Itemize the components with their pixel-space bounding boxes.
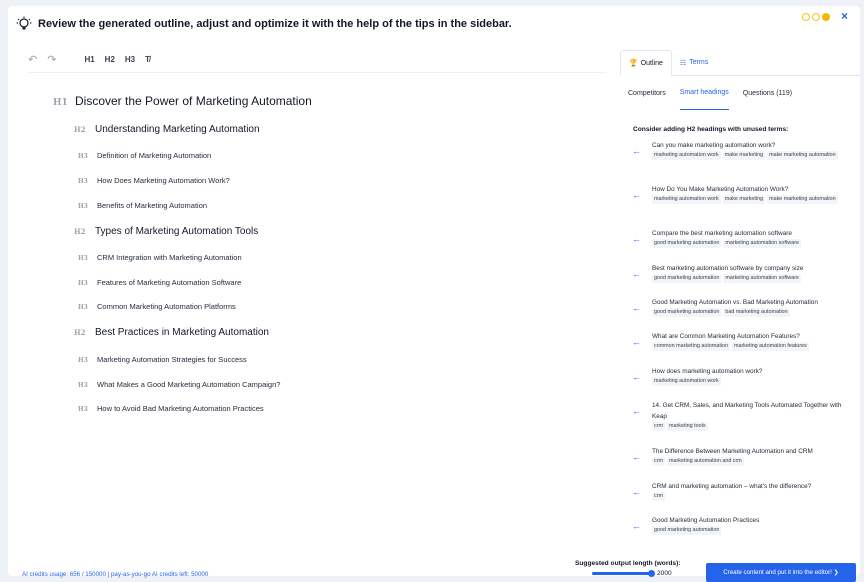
length-slider[interactable]	[592, 572, 652, 575]
insert-arrow-icon[interactable]: ←	[632, 521, 641, 531]
term-tags	[652, 422, 852, 431]
heading-level-label: H3	[78, 280, 88, 287]
heading-text[interactable]: Understanding Marketing Automation	[95, 124, 260, 135]
term-tag: crm	[654, 423, 663, 429]
term-tags	[652, 342, 852, 351]
insert-arrow-icon[interactable]: ←	[632, 452, 641, 462]
heading-text[interactable]: Types of Marketing Automation Tools	[95, 226, 259, 237]
term-tags	[652, 308, 852, 317]
h2-button[interactable]: H2	[104, 54, 115, 64]
heading-level-label: H2	[74, 227, 86, 236]
outline-h3-item[interactable]	[78, 355, 247, 364]
outline-h3-item[interactable]	[78, 380, 280, 389]
progress-dot-active	[822, 13, 830, 21]
suggestion-heading: How Do You Make Marketing Automation Work?	[652, 186, 789, 193]
outline-h2-item[interactable]	[74, 226, 258, 237]
term-tag: good marketing automation	[654, 240, 720, 246]
suggestion-heading: CRM and marketing automation – what's the difference?	[652, 483, 812, 490]
heading-text[interactable]: Common Marketing Automation Platforms	[97, 302, 236, 311]
clear-format-icon[interactable]: T̸	[145, 54, 151, 64]
outline-h3-item[interactable]	[78, 404, 264, 413]
heading-level-label: H3	[78, 153, 88, 160]
suggestion-heading: The Difference Between Marketing Automation and CRM	[652, 448, 813, 455]
modal-title: Review the generated outline, adjust and optimize it with the help of the tips in the sidebar.	[38, 18, 512, 30]
tab-label: Terms	[689, 59, 709, 66]
suggestion-heading: 14. Get CRM, Sales, and Marketing Tools Automated Together with Keap	[652, 402, 842, 420]
tab-terms[interactable]	[672, 50, 716, 75]
heading-level-label: H3	[78, 255, 88, 262]
heading-level-label: H3	[78, 304, 88, 311]
heading-level-label: H2	[74, 125, 86, 134]
term-tag: good marketing automation	[654, 309, 720, 315]
outline-review-modal	[8, 6, 860, 576]
term-tag: make marketing automation	[769, 152, 836, 158]
editor-toolbar	[28, 50, 150, 68]
tab-outline[interactable]	[620, 50, 672, 76]
sidebar-tabs	[620, 50, 860, 76]
heading-level-label: H1	[53, 98, 68, 108]
heading-text[interactable]: Definition of Marketing Automation	[97, 151, 212, 160]
modal-header	[16, 12, 512, 36]
outline-h3-item[interactable]	[78, 253, 242, 262]
heading-level-label: H3	[78, 382, 88, 389]
term-tag: crm	[654, 493, 663, 499]
suggestions-title: Consider adding H2 headings with unused terms:	[633, 126, 789, 133]
heading-text[interactable]: Features of Marketing Automation Software	[97, 278, 242, 287]
term-tags	[652, 457, 852, 466]
insert-arrow-icon[interactable]: ←	[632, 234, 641, 244]
term-tags	[652, 151, 852, 160]
outline-h3-item[interactable]	[78, 176, 230, 185]
heading-text[interactable]: Best Practices in Marketing Automation	[95, 327, 269, 338]
insert-arrow-icon[interactable]: ←	[632, 337, 641, 347]
progress-dot	[812, 13, 820, 21]
term-tag: marketing automation work	[654, 378, 719, 384]
outline-h3-item[interactable]	[78, 278, 241, 287]
outline-h2-item[interactable]	[74, 124, 260, 135]
outline-h3-item[interactable]	[78, 302, 236, 311]
suggestion-heading: Best marketing automation software by company size	[652, 265, 804, 272]
term-tag: marketing automation work	[654, 152, 719, 158]
redo-icon[interactable]: ↷	[47, 53, 57, 66]
length-value: 2000	[657, 570, 672, 577]
outline-h3-item[interactable]	[78, 151, 211, 160]
term-tag: crm	[654, 458, 663, 464]
term-tag: make marketing	[724, 196, 764, 202]
term-tag: marketing automation features	[734, 343, 807, 349]
outline-h3-item[interactable]	[78, 201, 207, 210]
heading-text[interactable]: How to Avoid Bad Marketing Automation Practices	[97, 404, 264, 413]
subtab-competitors[interactable]: Competitors	[628, 89, 666, 97]
progress-dot	[802, 13, 810, 21]
lightbulb-icon	[16, 16, 32, 32]
term-tag: make marketing automation	[769, 196, 836, 202]
term-tags	[652, 239, 852, 248]
term-tag: marketing automation software	[725, 240, 800, 246]
term-tags	[652, 526, 852, 535]
insert-arrow-icon[interactable]: ←	[632, 406, 641, 416]
term-tags	[652, 492, 852, 501]
suggestion-heading: What are Common Marketing Automation Features?	[652, 333, 800, 340]
term-tags	[652, 195, 852, 204]
heading-text[interactable]: How Does Marketing Automation Work?	[97, 176, 230, 185]
sidebar	[620, 50, 860, 550]
suggestion-heading: Can you make marketing automation work?	[652, 142, 776, 149]
credits-usage: AI credits usage: 656 / 150000 | pay-as-you-go AI credits left: 50000	[22, 571, 209, 578]
heading-text[interactable]: What Makes a Good Marketing Automation Campaign?	[97, 380, 281, 389]
close-icon[interactable]: ×	[840, 9, 848, 23]
undo-icon[interactable]: ↶	[28, 53, 38, 66]
suggestion-heading: Good Marketing Automation vs. Bad Marketing Automation	[652, 299, 818, 306]
term-tag: bad marketing automation	[725, 309, 788, 315]
insert-arrow-icon[interactable]: ←	[632, 487, 641, 497]
outline-h2-item[interactable]	[74, 327, 269, 338]
toolbar-divider	[28, 72, 606, 73]
heading-level-label: H3	[78, 357, 88, 364]
term-tag: good marketing automation	[654, 275, 720, 281]
insert-arrow-icon[interactable]: ←	[632, 372, 641, 382]
outline-h1-item[interactable]	[53, 94, 312, 108]
heading-level-label: H3	[78, 178, 88, 185]
term-tag: common marketing automation	[654, 343, 729, 349]
trophy-icon: 🏆	[629, 60, 638, 67]
term-tag: make marketing	[724, 152, 764, 158]
insert-arrow-icon[interactable]: ←	[632, 190, 641, 200]
term-tag: marketing automation and crm	[668, 458, 742, 464]
insert-arrow-icon[interactable]: ←	[632, 146, 641, 156]
tab-label: Outline	[640, 59, 663, 67]
term-tag: good marketing automation	[654, 527, 720, 533]
length-label: Suggested output length (words):	[575, 560, 681, 567]
term-tags	[652, 377, 852, 386]
subtab-questions[interactable]: Questions (119)	[742, 89, 793, 97]
term-tag: marketing automation software	[725, 275, 800, 281]
suggestion-heading: Good Marketing Automation Practices	[652, 517, 760, 524]
h1-button[interactable]: H1	[84, 54, 95, 64]
terms-icon: ☷	[679, 59, 687, 67]
subtab-smart-headings[interactable]: Smart headings	[680, 76, 729, 110]
insert-arrow-icon[interactable]: ←	[632, 269, 641, 279]
term-tags	[652, 274, 852, 283]
insert-arrow-icon[interactable]: ←	[632, 303, 641, 313]
heading-level-label: H2	[74, 328, 86, 337]
heading-text[interactable]: Marketing Automation Strategies for Success	[97, 355, 247, 364]
progress-indicator	[802, 13, 830, 21]
sidebar-subtabs	[620, 76, 860, 110]
suggestion-heading: Compare the best marketing automation software	[652, 230, 792, 237]
h3-button[interactable]: H3	[124, 54, 136, 64]
term-tag: marketing automation work	[654, 196, 719, 202]
create-content-button[interactable]: Create content and put it into the editor! ❯	[706, 563, 856, 582]
heading-text[interactable]: Discover the Power of Marketing Automation	[75, 94, 312, 108]
heading-level-label: H3	[78, 203, 88, 210]
term-tag: marketing tools	[668, 423, 706, 429]
heading-text[interactable]: Benefits of Marketing Automation	[97, 201, 208, 210]
heading-level-label: H3	[78, 406, 88, 413]
suggestion-heading: How does marketing automation work?	[652, 368, 763, 375]
heading-text[interactable]: CRM Integration with Marketing Automation	[97, 253, 242, 262]
